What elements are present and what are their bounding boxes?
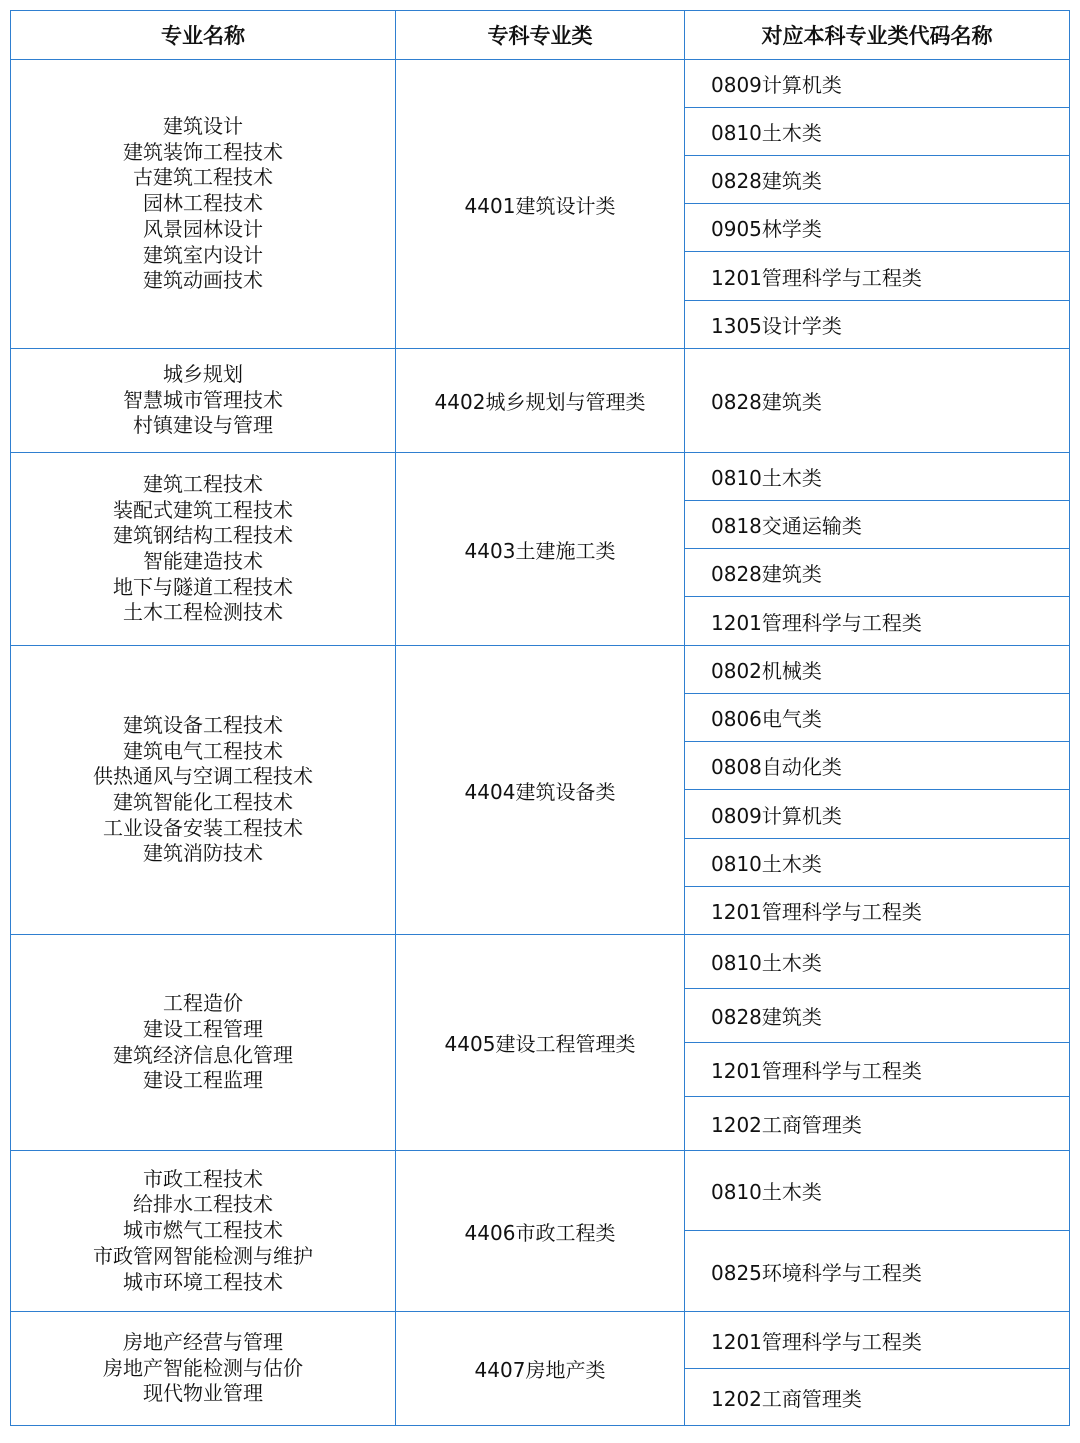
major-name: 建筑设计 (163, 114, 243, 139)
bachelor-category-cell: 1201管理科学与工程类 (685, 252, 1070, 301)
table-row (11, 646, 1070, 694)
major-name: 智慧城市管理技术 (123, 387, 283, 412)
major-name: 建筑消防技术 (143, 841, 263, 866)
bachelor-category-cell: 0810土木类 (685, 935, 1070, 989)
major-names-cell (11, 1151, 396, 1312)
header-vocational-category: 专科专业类 (396, 11, 685, 60)
major-name: 城市环境工程技术 (123, 1269, 283, 1294)
major-name: 土木工程检测技术 (123, 600, 283, 625)
major-table-container (10, 10, 1070, 1426)
major-name: 市政管网智能检测与维护 (93, 1243, 313, 1268)
bachelor-category-cell: 0828建筑类 (685, 549, 1070, 597)
major-name: 建筑经济信息化管理 (113, 1042, 293, 1067)
major-name: 工业设备安装工程技术 (103, 815, 303, 840)
bachelor-category-cell: 1305设计学类 (685, 301, 1070, 349)
major-names-cell (11, 349, 396, 453)
bachelor-category-cell: 0802机械类 (685, 646, 1070, 694)
table-body (11, 60, 1070, 1426)
major-name: 房地产智能检测与估价 (103, 1355, 303, 1380)
bachelor-category-cell: 0828建筑类 (685, 989, 1070, 1043)
major-name: 现代物业管理 (143, 1381, 263, 1406)
major-name: 建设工程管理 (143, 1016, 263, 1041)
bachelor-category-cell: 0810土木类 (685, 1151, 1070, 1231)
bachelor-category-cell: 0806电气类 (685, 694, 1070, 742)
vocational-category-cell: 4405建设工程管理类 (396, 935, 685, 1151)
bachelor-category-cell: 0825环境科学与工程类 (685, 1231, 1070, 1312)
major-name: 建筑钢结构工程技术 (113, 523, 293, 548)
vocational-category-cell: 4402城乡规划与管理类 (396, 349, 685, 453)
major-name: 供热通风与空调工程技术 (93, 764, 313, 789)
table-row (11, 935, 1070, 989)
bachelor-category-cell: 0818交通运输类 (685, 501, 1070, 549)
table-row (11, 60, 1070, 108)
bachelor-category-cell: 1201管理科学与工程类 (685, 1312, 1070, 1369)
major-names-cell (11, 1312, 396, 1426)
major-name: 装配式建筑工程技术 (113, 497, 293, 522)
table-row (11, 1151, 1070, 1231)
major-name: 建筑室内设计 (143, 242, 263, 267)
bachelor-category-cell: 0810土木类 (685, 839, 1070, 887)
bachelor-category-cell: 0808自动化类 (685, 742, 1070, 790)
vocational-category-cell: 4406市政工程类 (396, 1151, 685, 1312)
major-name: 建筑工程技术 (143, 471, 263, 496)
major-name: 风景园林设计 (143, 216, 263, 241)
bachelor-category-cell: 1202工商管理类 (685, 1369, 1070, 1426)
major-name: 城乡规划 (163, 361, 243, 386)
table-row (11, 349, 1070, 453)
major-name: 建筑设备工程技术 (123, 712, 283, 737)
vocational-category-cell: 4401建筑设计类 (396, 60, 685, 349)
major-name: 给排水工程技术 (133, 1192, 273, 1217)
vocational-category-cell: 4407房地产类 (396, 1312, 685, 1426)
vocational-category-cell: 4404建筑设备类 (396, 646, 685, 935)
major-name: 村镇建设与管理 (133, 413, 273, 438)
bachelor-category-cell: 0810土木类 (685, 108, 1070, 156)
bachelor-category-cell: 0809计算机类 (685, 790, 1070, 839)
bachelor-category-cell: 1201管理科学与工程类 (685, 1043, 1070, 1097)
major-names-cell (11, 646, 396, 935)
bachelor-category-cell: 0809计算机类 (685, 60, 1070, 108)
bachelor-category-cell: 1202工商管理类 (685, 1097, 1070, 1151)
major-name: 建筑电气工程技术 (123, 738, 283, 763)
bachelor-category-cell: 0828建筑类 (685, 156, 1070, 204)
bachelor-category-cell: 1201管理科学与工程类 (685, 887, 1070, 935)
major-name: 建筑智能化工程技术 (113, 790, 293, 814)
header-bachelor-category: 对应本科专业类代码名称 (685, 11, 1070, 60)
major-names-cell (11, 453, 396, 646)
bachelor-category-cell: 0905林学类 (685, 204, 1070, 252)
major-names-cell (11, 935, 396, 1151)
major-name: 地下与隧道工程技术 (113, 574, 293, 599)
major-name: 房地产经营与管理 (123, 1329, 283, 1354)
major-name: 智能建造技术 (143, 549, 263, 573)
vocational-category-cell: 4403土建施工类 (396, 453, 685, 646)
bachelor-category-cell: 1201管理科学与工程类 (685, 597, 1070, 646)
bachelor-category-cell: 0810土木类 (685, 453, 1070, 501)
major-name: 古建筑工程技术 (133, 165, 273, 190)
major-name: 市政工程技术 (143, 1166, 263, 1191)
major-name: 建设工程监理 (143, 1068, 263, 1093)
major-name: 建筑装饰工程技术 (123, 139, 283, 164)
major-name: 城市燃气工程技术 (123, 1218, 283, 1243)
major-names-cell (11, 60, 396, 349)
major-name: 工程造价 (163, 991, 243, 1016)
major-name: 园林工程技术 (143, 191, 263, 216)
table-row (11, 1312, 1070, 1369)
table-row (11, 453, 1070, 501)
major-correspondence-table (10, 10, 1070, 1426)
header-major-name: 专业名称 (11, 11, 396, 60)
major-name: 建筑动画技术 (143, 268, 263, 293)
header-row (11, 11, 1070, 60)
bachelor-category-cell: 0828建筑类 (685, 349, 1070, 453)
